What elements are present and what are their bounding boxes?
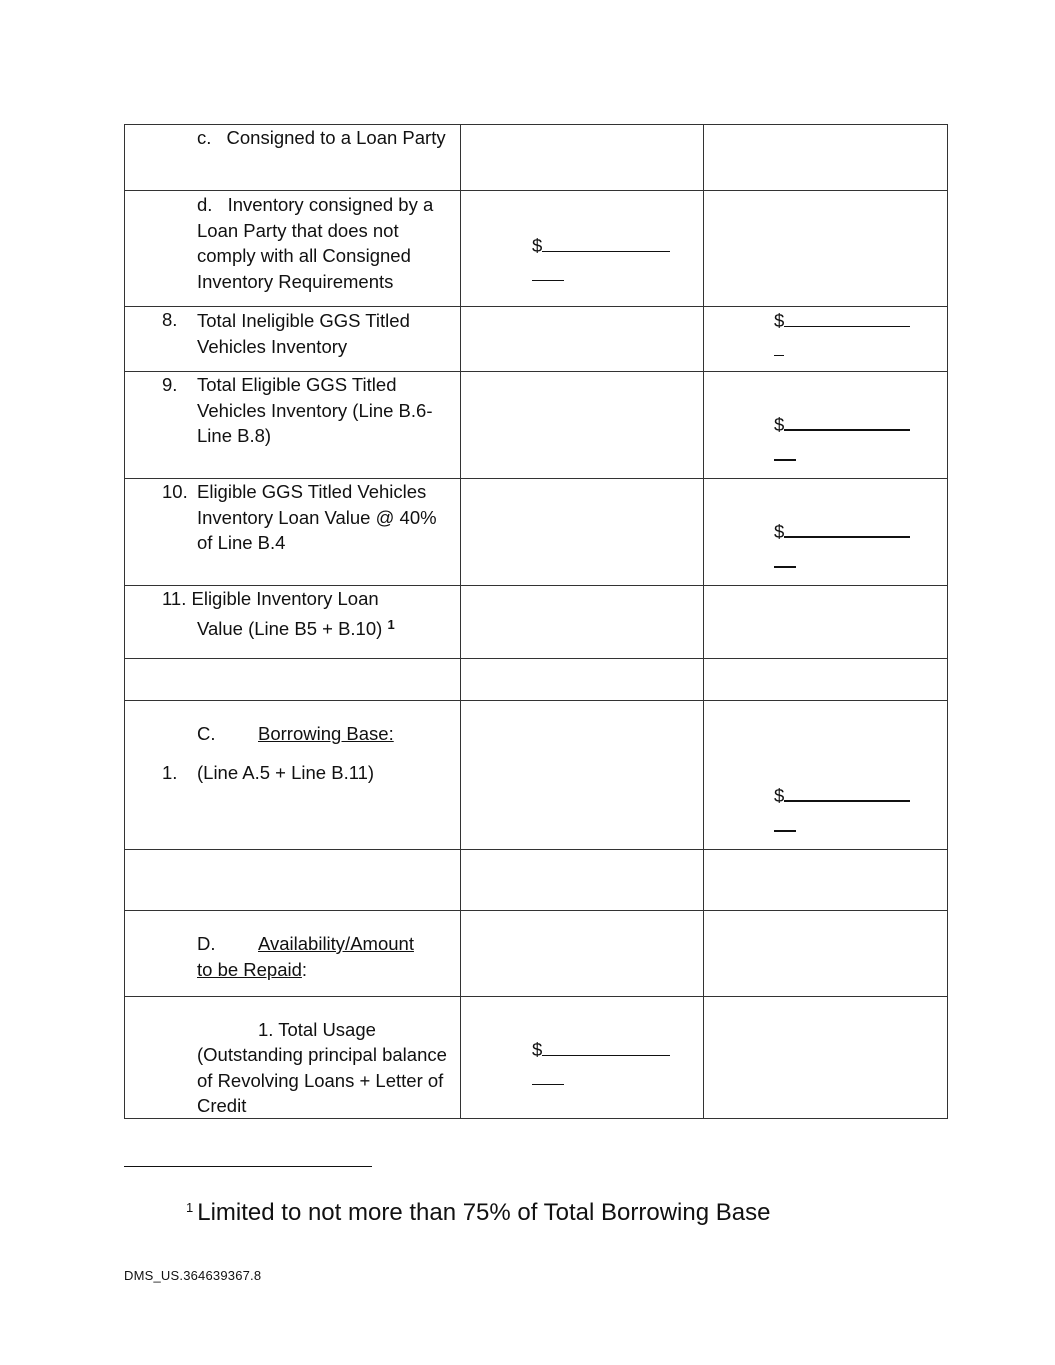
section-c-text: (Line A.5 + Line B.11) [197,762,375,783]
empty-cell [125,659,461,701]
total-blank[interactable]: $ [774,783,910,832]
row-11-text-line2: Value (Line B5 + B.10) [197,617,383,639]
footnote-reference[interactable]: 1 [387,616,395,632]
usage-amount [461,997,704,1119]
row-11-label [125,586,461,659]
usage-label [125,997,461,1119]
row-8-number: 8. [162,309,178,330]
row-c-text: Consigned to a Loan Party [226,127,446,148]
row-10-label [125,479,461,586]
row-10-text: Eligible GGS Titled Vehicles Inventory Loan Value @ 40% of Line B.4 [197,481,437,553]
row-11-amount [461,586,704,659]
row-9-number: 9. [162,374,178,395]
row-8-text: Total Ineligible GGS Titled Vehicles Inventory [197,310,410,357]
row-c-amount [461,125,704,191]
section-c-label [125,701,461,850]
section-c-amount [461,701,704,850]
amount-blank[interactable]: $ [532,233,670,281]
footnote [186,1193,770,1228]
section-c-letter: C. [197,723,216,744]
row-d-total [704,191,948,307]
usage-total [704,997,948,1119]
row-c-letter: c. [197,127,212,148]
row-10-amount [461,479,704,586]
row-8-total [704,307,948,372]
section-d-heading: Availability/Amount to be Repaid [197,933,414,980]
table-row [125,307,948,372]
section-d-label [125,911,461,997]
row-d-label [125,191,461,307]
row-9-label [125,372,461,479]
footnote-separator [124,1166,372,1167]
row-11-total [704,586,948,659]
table-row [125,586,948,659]
amount-blank[interactable]: $ [532,1037,670,1085]
row-9-text: Total Eligible GGS Titled Vehicles Inventory (Line B.6-Line B.8) [197,374,433,446]
section-d-letter: D. [197,933,216,954]
row-c-label [125,125,461,191]
empty-cell [461,850,704,911]
row-d-letter: d. [197,194,213,215]
row-8-amount [461,307,704,372]
section-d-colon: : [301,958,308,980]
row-d-amount [461,191,704,307]
footnote-marker: 1 [186,1200,194,1215]
total-blank[interactable]: $ [774,519,910,568]
empty-cell [461,659,704,701]
empty-cell [704,659,948,701]
usage-heading: 1. Total Usage [258,1019,376,1040]
row-9-amount [461,372,704,479]
row-11-number: 11. [162,588,187,609]
table-row [125,997,948,1119]
row-11-text-line1: Eligible Inventory Loan [191,588,379,609]
total-blank[interactable]: $ [774,308,910,356]
section-c-number: 1. [162,762,178,783]
table-row [125,701,948,850]
total-blank[interactable]: $ [774,412,910,461]
table-row [125,479,948,586]
row-d-text: Inventory consigned by a Loan Party that does not comply with all Consigned Inventory Requirements [197,194,434,292]
section-c-total [704,701,948,850]
table-row [125,191,948,307]
document-id: DMS_US.364639367.8 [124,1268,262,1283]
table-row [125,850,948,911]
table-row [125,125,948,191]
table-row [125,659,948,701]
row-10-total [704,479,948,586]
empty-cell [704,850,948,911]
usage-text: (Outstanding principal balance of Revolving Loans + Letter of Credit [197,1044,447,1116]
table-row [125,911,948,997]
section-c-heading: Borrowing Base: [258,723,394,744]
empty-cell [125,850,461,911]
section-d-total [704,911,948,997]
section-d-amount [461,911,704,997]
footnote-text: Limited to not more than 75% of Total Borrowing Base [197,1199,771,1226]
borrowing-base-table [124,124,948,1119]
row-9-total [704,372,948,479]
row-c-total [704,125,948,191]
table-row [125,372,948,479]
row-8-label [125,307,461,372]
row-10-number: 10. [162,481,188,502]
